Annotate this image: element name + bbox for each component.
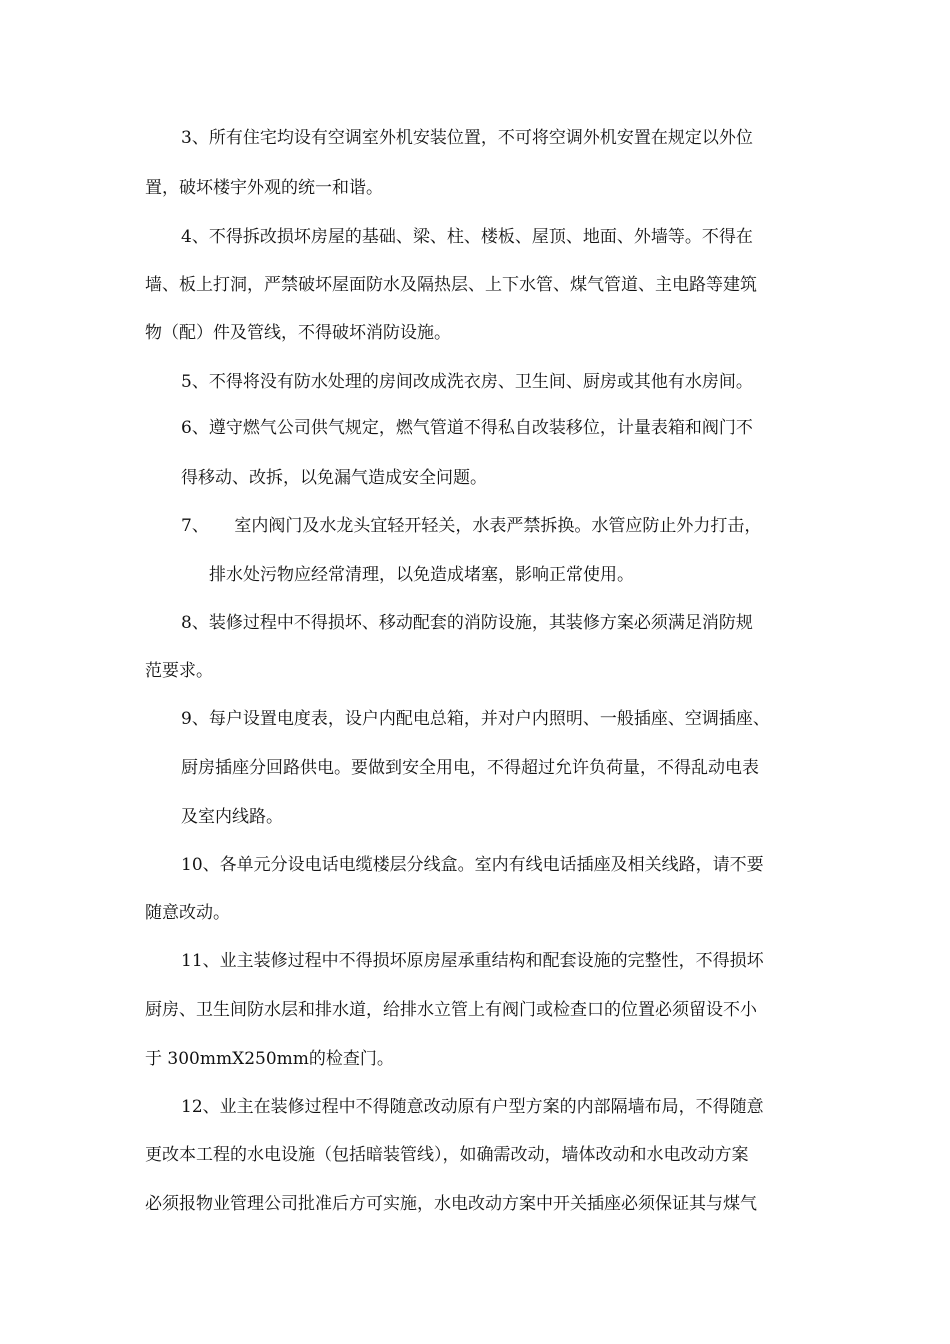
- clause-8-line-2: 范要求。: [145, 661, 213, 681]
- clause-3-line-1: 3、所有住宅均设有空调室外机安装位置，不可将空调外机安置在规定以外位: [181, 128, 753, 148]
- clause-6-line-2: 得移动、改拆，以免漏气造成安全问题。: [181, 468, 487, 488]
- clause-4-line-1: 4、不得拆改损坏房屋的基础、梁、柱、楼板、屋顶、地面、外墙等。不得在: [181, 227, 753, 247]
- clause-11-line-3: 于 300mmX250mm的检查门。: [145, 1049, 394, 1069]
- clause-4-line-3: 物（配）件及管线，不得破坏消防设施。: [145, 323, 451, 343]
- clause-7-line-2: 排水处污物应经常清理，以免造成堵塞，影响正常使用。: [209, 565, 634, 585]
- clause-9-line-3: 及室内线路。: [181, 807, 283, 827]
- clause-7-line-1: 7、 室内阀门及水龙头宜轻开轻关，水表严禁拆换。水管应防止外力打击，: [181, 516, 762, 536]
- clause-3-line-2: 置，破坏楼宇外观的统一和谐。: [145, 178, 383, 198]
- clause-6-line-1: 6、遵守燃气公司供气规定，燃气管道不得私自改装移位，计量表箱和阀门不: [181, 418, 753, 438]
- clause-5-line-1: 5、不得将没有防水处理的房间改成洗衣房、卫生间、厨房或其他有水房间。: [181, 372, 753, 392]
- clause-8-line-1: 8、装修过程中不得损坏、移动配套的消防设施，其装修方案必须满足消防规: [181, 613, 753, 633]
- clause-9-line-2: 厨房插座分回路供电。要做到安全用电，不得超过允许负荷量，不得乱动电表: [181, 758, 759, 778]
- clause-9-line-1: 9、每户设置电度表，设户内配电总箱，并对户内照明、一般插座、空调插座、: [181, 709, 770, 729]
- clause-10-line-2: 随意改动。: [145, 903, 230, 923]
- clause-12-line-3: 必须报物业管理公司批准后方可实施，水电改动方案中开关插座必须保证其与煤气: [145, 1194, 757, 1214]
- clause-12-line-2: 更改本工程的水电设施（包括暗装管线），如确需改动，墙体改动和水电改动方案: [145, 1145, 749, 1165]
- clause-11-line-2: 厨房、卫生间防水层和排水道，给排水立管上有阀门或检查口的位置必须留设不小: [145, 1000, 757, 1020]
- clause-10-line-1: 10、各单元分设电话电缆楼层分线盒。室内有线电话插座及相关线路，请不要: [181, 855, 764, 875]
- clause-4-line-2: 墙、板上打洞，严禁破坏屋面防水及隔热层、上下水管、煤气管道、主电路等建筑: [145, 275, 757, 295]
- clause-12-line-1: 12、业主在装修过程中不得随意改动原有户型方案的内部隔墙布局，不得随意: [181, 1097, 764, 1117]
- clause-11-line-1: 11、业主装修过程中不得损坏原房屋承重结构和配套设施的完整性，不得损坏: [181, 951, 764, 971]
